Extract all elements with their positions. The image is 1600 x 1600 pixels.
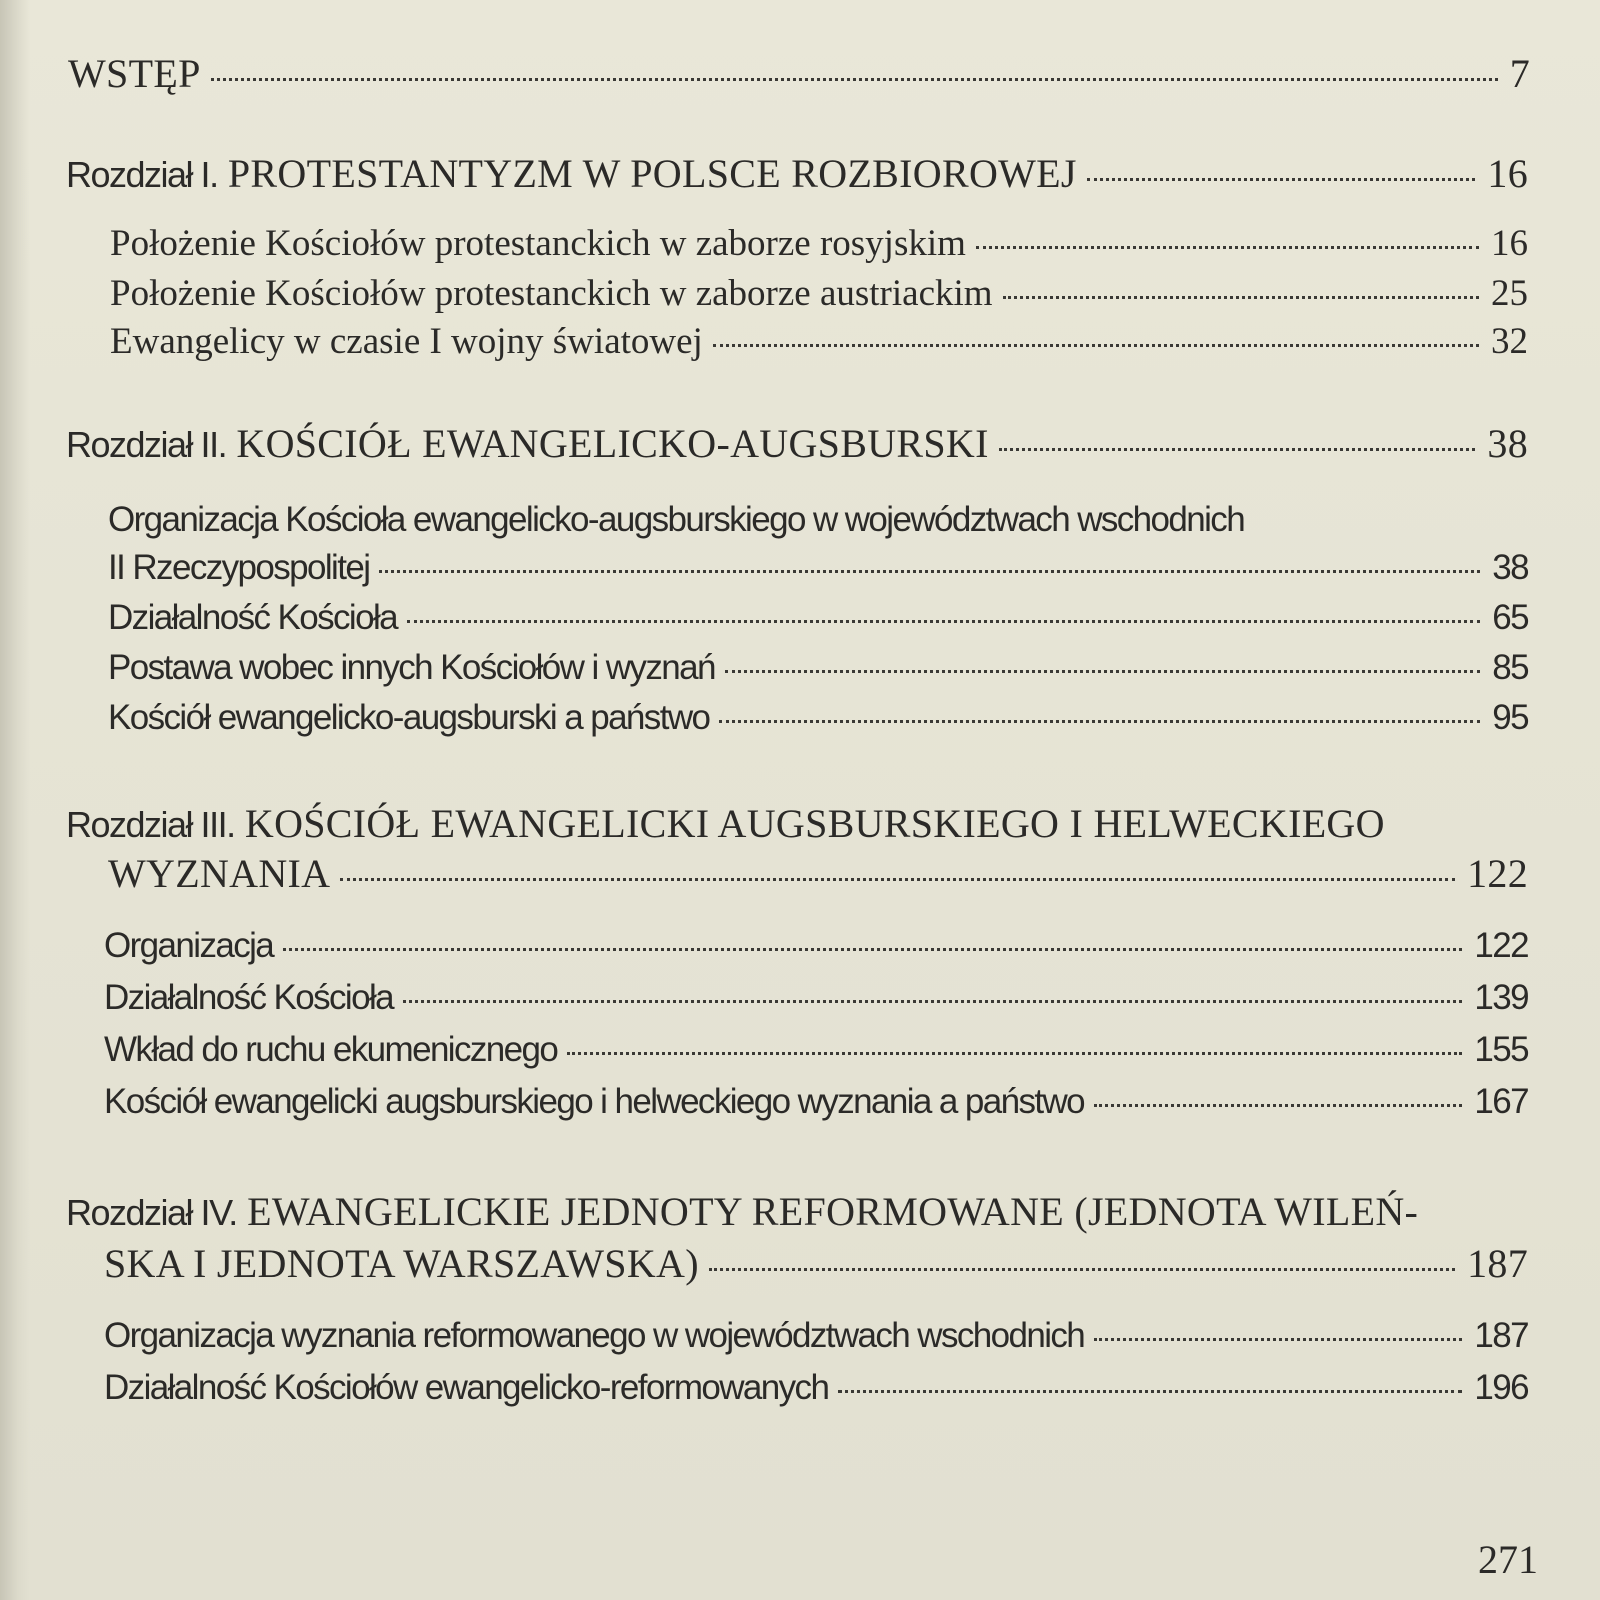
toc-page-number: 95 (1492, 698, 1528, 737)
dot-leader (1087, 178, 1476, 181)
toc-section[interactable] (110, 272, 1528, 315)
dot-leader (1094, 1338, 1462, 1341)
toc-title: Organizacja wyznania reformowanego w województwach wschodnich (104, 1316, 1085, 1355)
toc-page-number: 32 (1491, 321, 1528, 362)
toc-entry-wstep[interactable] (68, 50, 1530, 97)
toc-page-number: 16 (1491, 223, 1528, 264)
dot-leader (340, 878, 1455, 881)
toc-title (66, 420, 989, 467)
dot-leader (283, 948, 1462, 951)
dot-leader (1094, 1104, 1462, 1107)
toc-title: Działalność Kościoła (108, 598, 397, 637)
toc-page-number: 196 (1474, 1368, 1528, 1407)
chapter-prefix: Rozdział III. (66, 804, 235, 845)
dot-leader (567, 1052, 1462, 1055)
toc-title: Postawa wobec innych Kościołów i wyznań (108, 648, 715, 687)
toc-chapter-2[interactable] (66, 420, 1528, 467)
dot-leader (976, 246, 1479, 249)
dot-leader (1003, 296, 1479, 299)
toc-page-number: 38 (1492, 548, 1528, 587)
toc-title: II Rzeczypospolitej (108, 548, 370, 587)
dot-leader (403, 1000, 1462, 1003)
chapter-title: KOŚCIÓŁ EWANGELICKO-AUGSBURSKI (236, 421, 989, 466)
dot-leader (725, 670, 1480, 673)
toc-section[interactable] (104, 926, 1528, 966)
toc-page-number: 187 (1467, 1241, 1528, 1286)
toc-page-number: 85 (1492, 648, 1528, 687)
toc-chapter-1[interactable] (66, 150, 1528, 197)
toc-page-number: 38 (1487, 421, 1528, 466)
toc-section[interactable] (104, 1030, 1528, 1070)
chapter-prefix: Rozdział I. (66, 154, 218, 195)
toc-chapter-3-line1[interactable] (66, 800, 1385, 847)
toc-title (66, 150, 1077, 197)
page-number-folio: 271 (1478, 1537, 1538, 1582)
toc-chapter-4[interactable] (104, 1240, 1528, 1287)
chapter-title: EWANGELICKIE JEDNOTY REFORMOWANE (JEDNOTA WILEŃ- (247, 1189, 1419, 1234)
chapter-prefix: Rozdział IV. (66, 1192, 237, 1233)
toc-section[interactable] (108, 648, 1528, 688)
dot-leader (999, 448, 1476, 451)
toc-page-number: 187 (1474, 1316, 1528, 1355)
toc-title: Położenie Kościołów protestanckich w zaborze rosyjskim (110, 223, 966, 264)
chapter-prefix: Rozdział II. (66, 424, 227, 465)
toc-page-number: 139 (1474, 978, 1528, 1017)
dot-leader (838, 1390, 1462, 1393)
toc-page-number: 155 (1474, 1030, 1528, 1069)
chapter-title: PROTESTANTYZM W POLSCE ROZBIOROWEJ (227, 151, 1077, 196)
toc-section[interactable] (108, 598, 1528, 638)
chapter-title: KOŚCIÓŁ EWANGELICKI AUGSBURSKIEGO I HELWECKIEGO (244, 801, 1385, 846)
toc-title: WSTĘP (68, 51, 201, 96)
toc-title: Kościół ewangelicko-augsburski a państwo (108, 698, 710, 737)
toc-title: Ewangelicy w czasie I wojny światowej (110, 321, 703, 362)
dot-leader (719, 720, 1480, 723)
toc-section[interactable] (104, 1316, 1528, 1356)
toc-chapter-4-line1[interactable] (66, 1188, 1418, 1235)
toc-page-number: 25 (1491, 273, 1528, 314)
toc-section[interactable] (110, 320, 1528, 363)
dot-leader (211, 78, 1498, 81)
toc-title: Działalność Kościołów ewangelicko-reformowanych (104, 1368, 829, 1407)
toc-title: Kościół ewangelicki augsburskiego i helweckiego wyznania a państwo (104, 1082, 1085, 1121)
toc-page-number: 167 (1474, 1082, 1528, 1121)
toc-section-line1[interactable]: Organizacja Kościoła ewangelicko-augsburskiego w województwach wschodnich (108, 500, 1245, 539)
toc-chapter-3[interactable] (108, 850, 1528, 897)
toc-title: Działalność Kościoła (104, 978, 393, 1017)
toc-title: Organizacja (104, 926, 274, 965)
toc-section[interactable] (110, 222, 1528, 265)
toc-page-number: 122 (1474, 926, 1528, 965)
toc-section[interactable] (104, 1368, 1528, 1408)
toc-title: WYZNANIA (108, 851, 331, 896)
dot-leader (379, 570, 1480, 573)
toc-title: Wkład do ruchu ekumenicznego (104, 1030, 558, 1069)
dot-leader (407, 620, 1480, 623)
toc-section[interactable] (104, 978, 1528, 1018)
toc-section[interactable] (108, 548, 1528, 588)
toc-title: Położenie Kościołów protestanckich w zaborze austriackim (110, 273, 993, 314)
dot-leader (713, 344, 1479, 347)
toc-section[interactable] (108, 698, 1528, 738)
toc-page-number: 16 (1487, 151, 1528, 196)
toc-section[interactable] (104, 1082, 1528, 1122)
dot-leader (709, 1268, 1455, 1271)
gutter-shadow (0, 0, 30, 1600)
toc-page-number: 65 (1492, 598, 1528, 637)
toc-title: SKA I JEDNOTA WARSZAWSKA) (104, 1241, 699, 1286)
toc-page-number: 7 (1509, 51, 1530, 96)
toc-page-number: 122 (1467, 851, 1528, 896)
